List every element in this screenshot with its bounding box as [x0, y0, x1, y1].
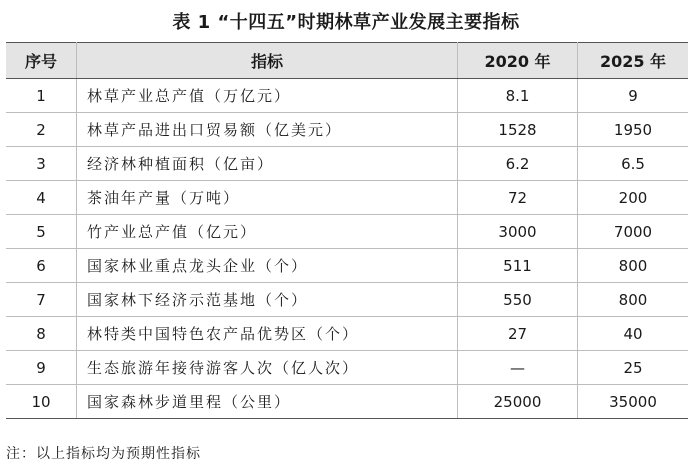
cell-2020: 25000 [458, 385, 578, 419]
cell-2025: 200 [578, 181, 689, 215]
cell-indicator: 经济林种植面积（亿亩） [77, 147, 458, 181]
cell-2025: 800 [578, 249, 689, 283]
cell-2020: 511 [458, 249, 578, 283]
header-2020: 2020 年 [458, 43, 578, 79]
indicators-table [6, 42, 688, 419]
cell-2020: — [458, 351, 578, 385]
cell-indicator: 生态旅游年接待游客人次（亿人次） [77, 351, 458, 385]
table-footnote: 注：以上指标均为预期性指标 [6, 446, 201, 462]
table-title: 表 1 “十四五”时期林草产业发展主要指标 [172, 12, 520, 33]
header-2025: 2025 年 [578, 43, 689, 79]
header-no: 序号 [6, 43, 77, 79]
cell-2020: 27 [458, 317, 578, 351]
table-row [6, 147, 688, 181]
cell-2020: 1528 [458, 113, 578, 147]
cell-no: 3 [6, 147, 77, 181]
cell-indicator: 林草产业总产值（万亿元） [77, 79, 458, 113]
table-row [6, 113, 688, 147]
cell-2025: 9 [578, 79, 689, 113]
cell-no: 7 [6, 283, 77, 317]
table-row [6, 249, 688, 283]
cell-no: 5 [6, 215, 77, 249]
cell-2025: 7000 [578, 215, 689, 249]
cell-2025: 1950 [578, 113, 689, 147]
table-row [6, 385, 688, 419]
cell-no: 2 [6, 113, 77, 147]
cell-2025: 40 [578, 317, 689, 351]
cell-2020: 8.1 [458, 79, 578, 113]
cell-indicator: 竹产业总产值（亿元） [77, 215, 458, 249]
cell-2020: 72 [458, 181, 578, 215]
cell-no: 6 [6, 249, 77, 283]
table-row [6, 79, 688, 113]
cell-indicator: 国家森林步道里程（公里） [77, 385, 458, 419]
table-row [6, 283, 688, 317]
cell-no: 1 [6, 79, 77, 113]
cell-no: 10 [6, 385, 77, 419]
table-row [6, 351, 688, 385]
cell-2025: 800 [578, 283, 689, 317]
cell-indicator: 茶油年产量（万吨） [77, 181, 458, 215]
table-row [6, 181, 688, 215]
table-header-row [6, 43, 688, 79]
cell-indicator: 国家林业重点龙头企业（个） [77, 249, 458, 283]
table-row [6, 215, 688, 249]
cell-2025: 6.5 [578, 147, 689, 181]
cell-no: 9 [6, 351, 77, 385]
cell-indicator: 国家林下经济示范基地（个） [77, 283, 458, 317]
cell-no: 4 [6, 181, 77, 215]
cell-2025: 25 [578, 351, 689, 385]
cell-2020: 6.2 [458, 147, 578, 181]
header-indicator: 指标 [77, 43, 458, 79]
cell-2020: 3000 [458, 215, 578, 249]
cell-2025: 35000 [578, 385, 689, 419]
cell-indicator: 林特类中国特色农产品优势区（个） [77, 317, 458, 351]
table-row [6, 317, 688, 351]
cell-indicator: 林草产品进出口贸易额（亿美元） [77, 113, 458, 147]
cell-no: 8 [6, 317, 77, 351]
cell-2020: 550 [458, 283, 578, 317]
